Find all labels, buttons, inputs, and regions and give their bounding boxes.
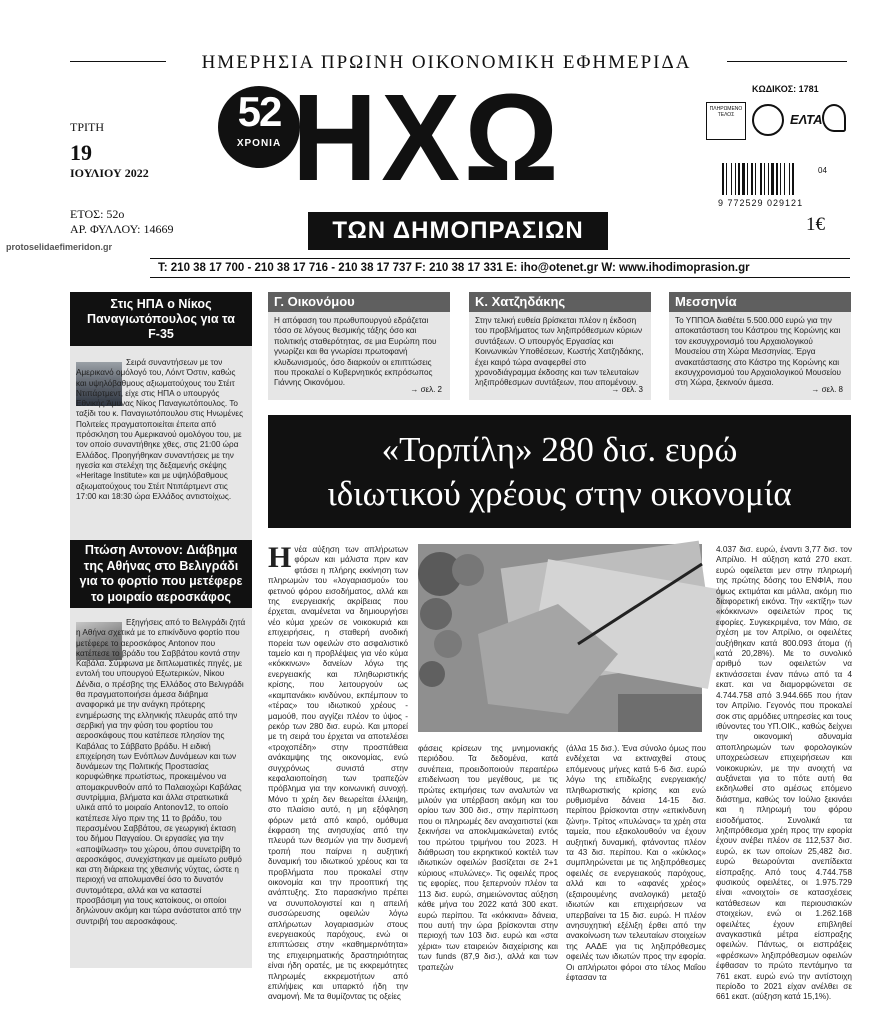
hermes-icon <box>822 104 846 132</box>
barcode-bar <box>726 163 727 195</box>
watermark: protoselidaefimeridon.gr <box>6 242 113 252</box>
postage-label: ΠΛΗΡΩΜΕΝΟ ΤΕΛΟΣ <box>709 106 743 118</box>
teaser-body: Στην τελική ευθεία βρίσκεται πλέον η έκδοση του προβλήματος των ληξιπρόθεσμων κύριων συντάξεων. Ο υπουργός Εργασίας και Κοινωνικών Υποθέσεων, Κωστής Χατζηδάκης, έχει καιρό τώρα αναφερθεί στο χρονοδιάγραμμα έκδοσης και των τελευταίων ληξιπρόθεσμων συντάξεων, που απομένουν. <box>475 316 644 388</box>
barcode-bar <box>735 163 736 195</box>
seal-icon <box>752 104 784 136</box>
newspaper-title: ΗΧΩ <box>292 68 563 208</box>
year-label: ΕΤΟΣ: 52ο <box>70 207 125 221</box>
teaser-header: Κ. Χατζηδάκης <box>469 292 651 312</box>
teaser-chatzidakis <box>469 292 651 400</box>
barcode-bar <box>776 163 778 195</box>
teaser-messinia <box>669 292 851 400</box>
elta-logo: ΕΛΤΑ <box>790 112 823 127</box>
teaser-body: Η απόφαση του πρωθυπουργού εδράζεται τόσο σε λόγους θεσμικής τάξης όσο και πολιτικής σταθερότητας, σε μια Ευρώπη που γνωρίζει και θα γνωρίσει πρωτοφανή κλυδωνισμούς, όσο διαρκούν οι επιπτώσεις που προκαλεί ο Κυβερνητικός εκπρόσωπος Γιάννης Οικονόμου. <box>274 316 437 388</box>
euro-coins-image <box>418 544 702 732</box>
postage-stamp <box>706 102 746 140</box>
logo-number: 52 <box>237 88 281 135</box>
barcode-bar <box>789 163 790 195</box>
barcode-bar <box>784 163 785 195</box>
headline-line-1: «Τορπίλη» 280 δισ. ευρώ <box>381 430 738 469</box>
date-number: 19 <box>70 140 92 165</box>
barcode-bar <box>780 163 781 195</box>
newspaper-subtitle: ΤΩΝ ΔΗΜΟΠΡΑΣΙΩΝ <box>308 212 608 250</box>
left-sidebar <box>70 292 252 968</box>
code-label: ΚΩΔΙΚΟΣ: 1781 <box>752 84 819 94</box>
lead-column-3: (άλλα 15 δισ.). Ένα σύνολο όμως που ενδέχεται να εκτιναχθεί στους επόμενους μήνες κατά 5-6 δισ. ευρώ λόγω της επιδίωξης ενεργειακής/πληθωριστικής κρίσης και ενώ ρυθμισμένα δάνεια 14-15 δισ. περίπου βρίσκονται στην «επικίνδυνη ζώνη». Τρίτος «πυλώνας» τα χρέη στα ταμεία, που εξακολουθούν να έχουν αυξητική δυναμική, φτάνοντας πλέον τα 43 δισ. περίπου. Και ο «κύκλος» συμπληρώνεται με τις ληξιπρόθεσμες οφειλές σε ενεργειακούς παρόχους, αλλά και το «αφανές χρέος» (εξαιρουμένης αναλογικά) μεταξύ ιδιωτών και επιχειρήσεων να υπερβαίνει τα 15 δισ. ευρώ. Η πλέον ανησυχητική εξέλιξη έρθει από την ανακοίνωση των τελευταίων στοιχείων της ΑΑΔΕ για τις ληξιπρόθεσμες οφειλές των ιδιωτών προς την εφορία. Οι απλήρωτοι φόροι στο τέλος Μαΐου έφτασαν τα <box>566 744 706 982</box>
teaser-header: Μεσσηνία <box>669 292 851 312</box>
day-label: ΤΡΙΤΗ <box>70 120 104 134</box>
barcode-top: 04 <box>818 166 827 175</box>
barcode-bar <box>738 163 740 195</box>
barcode-bar <box>764 163 765 195</box>
lead-column-2: φάσεις κρίσεων της μνημονιακής περιόδου. Τα δεδομένα, κατά συνέπεια, προειδοποιούν περαιτέρω επιδείνωση του μεγέθους, με τις πρώτες εκτιμήσεις των αναλυτών να μιλούν για υπέρβαση ακόμη και του ορίου των 300 δισ., στην περίπτωση που οι πληρωμές δεν αναχαιτιστεί (και ξεκινήσει να αποκλιμακώνεται) εντός του πρώτου τριμήνου του 2023. Η διάθρωση του εκρηκτικού κοκτέιλ των ιδιωτικών οφειλών βασίζεται σε 2+1 κύριους «πυλώνες». Τις οφειλές προς τις εφορίες, που ξεπερνούν πλέον τα 113 δισ. ευρώ, σημειώνοντας αύξηση κάθε μήνα του 2022 κατά 300 εκατ. ευρώ περίπου. Τα «κόκκινα» δάνεια, που αυτή την ώρα βρίσκονται στην περιοχή των 103 δισ. ευρώ και «στα χέρια» των εταιρειών διαχείρισης και των funds (87,9 δισ.), αλλά και των τραπεζών <box>418 744 558 972</box>
teaser-page-link[interactable]: → σελ. 8 <box>811 385 843 394</box>
barcode-bar <box>792 163 794 195</box>
tagline-rule-right <box>727 61 847 62</box>
barcode-bar <box>722 163 724 195</box>
lead-column-1-text: νέα αύξηση των απλήρωτων φόρων και μάλιστα πριν καν φτάσει η πλήρης εκκίνηση των πληρωμών του «λογαριασμού» του φετινού φόρου εισοδήματος, αλλά και της ενεργειακής ακρίβειας που έρχεται, αναμένεται να δημιουργήσει νέο κύμα χρεών σε νοικοκυριά και επιχειρήσεις, η σταθερή ανοδική πορεία των οφειλών στο ασφαλιστικό ταμείο και η προβλέψεις για νέο κύμα «κόκκινων» δανείων λόγω της ενεργειακής και πληθωριστικής κρίσης, που λειτουργούν ως «καμπανάκι» κινδύνου, εκπέμπουν το «τέρας» του ιδιωτικού χρέους - μαμούθ, που αγγίζει πλέον το ύψος - ρεκόρ των 280 δισ. ευρώ. Και μπορεί με τη σειρά του έρχεται να αποτελέσει «τροχοπέδη» στην προσπάθεια ανάκαμψης της οικονομίας, ενώ συγχρόνως συνιστά στην κεφαλαιοποίηση των τραπεζών πρόβλημα για την κοινωνική συνοχή. Μόνο τι χρέη δεν θεωρείται έλλειψη, στο πλαίσιο αυτό, η μη εξόφληση φόρων μετά από καιρό, ομόθυμα έκφραση της ανησυχίας από την πλευρά των θεσμών για την δυσμενή τροπή που παίρνει η αυξητική δυναμική του ιδιωτικού χρέους και τα προβλήματα που προκαλεί στην οικονομία και την προοπτική της ανάπτυξης. Στο παρασκήνιο πρέπει να συνυπολογιστεί και η απειλή συσσώρευσης οφειλών λόγω απλήρωτων λογαριασμών στους ενεργειακούς παρόχους, ενώ οι επιπτώσεις στην «καθημερινότητα» της επιχειρηματικής δραστηριότητας είναι ήδη ορατές, με τις εκκρεμότητες πληρωμές εκκρεμοτήτων από επιλήψεις και υπαρκτό ήδη την αναμονή. Με τα θυμίζοντας τις οξείες <box>268 545 408 1002</box>
teaser-page-link[interactable]: → σελ. 3 <box>611 385 643 394</box>
story1-title: Στις ΗΠΑ ο Νίκος Παναγιωτόπουλος για τα F-35 <box>70 292 252 346</box>
logo-years: ΧΡΟΝΙΑ <box>236 138 282 149</box>
contact-bar: T: 210 38 17 700 - 210 38 17 716 - 210 38 17 737 F: 210 38 17 331 E: iho@otenet.gr W: www.ihodimoprasion.gr <box>150 258 850 278</box>
drop-cap: Η <box>268 541 292 574</box>
story2-body: Εξηγήσεις από το Βελιγράδι ζητά η Αθήνα σχετικά με το επικίνδυνο φορτίο που μετέφερε το αεροσκάφος Antonov που κατέπεσε το βράδυ του Σαββάτου κοντά στην Καβάλα. Σύμφωνα με διπλωματικές πηγές, με εντολή του υπουργού Εξωτερικών, Νίκου Δένδια, ο πρέσβης της Ελλάδος στο Βελιγράδι θα πραγματοποιήσει άμεσα διάβημα αναφορικά με την ανάγκη πρότερης ενημέρωσης της ελληνικής πλευράς από την σερβική για την φύση του φορτίου του αεροσκάφους που κατέπεσε πλησίον της Καβάλας το Σάββατο βράδυ. Η ειδική επιχείρηση των Ενόπλων Δυνάμεων και των δυνάμεων της Πολιτικής Προστασίας κορυφώθηκε πρωτίστως, προκειμένου να απομακρυνθούν από το Παλαιοχώρι Καβάλας συντρίμμια, βλήματα και άλλα στρατιωτικά υλικά από το μοιραίο Antonov12, το οποίο κατέπεσε λίγο πριν της 11 το βράδυ, του περασμένου Σαββάτου, σε γεωργική έκταση του δήμου Παγγαίου. Οι εργασίες για την «αποψίλωση» του χώρου, όπου συνετρίβη το αεροσκάφος, συνεχίστηκαν με αμείωτο ρυθμό και στη διάρκεια της χθεσινής νύχτας, ώστε η περιοχή να απολυμανθεί όσο το δυνατόν συντομότερα, αλλά και να καταστεί προσβάσιμη για τους κατοίκους, οι οποίοι δηλώνουν ακόμη και τώρα ανάστατοι από την συντριβή του αεροσκάφους. <box>76 618 246 926</box>
headline-line-2: ιδιωτικού χρέους στην οικονομία <box>327 474 792 513</box>
story2-title: Πτώση Αντονοv: Διάβημα της Αθήνας στο Βελιγράδι για το φορτίο που μετέφερε το μοιραίο αεροσκάφος <box>70 540 252 608</box>
barcode <box>722 163 814 195</box>
lead-column-1 <box>268 541 408 1002</box>
barcode-bar <box>760 163 762 195</box>
teaser-body: Το ΥΠΠΟΑ διαθέτει 5.500.000 ευρώ για την αποκατάσταση του Κάστρου της Κορώνης και τον εκσυγχρονισμό του Αρχαιολογικού Μουσείου στη Χώρα Μεσσηνίας. Έργα ανακατάστασης στο Κάστρο της Κορώνης και εκσυγχρονισμού του Αρχαιολογικού Μουσείου στη Χώρα, ξεκινούν άμεσα. <box>675 316 842 388</box>
date-month: ΙΟΥΛΙΟΥ 2022 <box>70 166 149 180</box>
teaser-page-link[interactable]: → σελ. 2 <box>410 385 442 394</box>
tagline: ΗΜΕΡΗΣΙΑ ΠΡΩΙΝΗ ΟΙΚΟΝΟΜΙΚΗ ΕΦΗΜΕΡΙΔΑ <box>201 52 692 73</box>
price: 1€ <box>806 214 825 235</box>
euro-coins-photo <box>418 544 702 732</box>
teaser-header: Γ. Οικονόμου <box>268 292 450 312</box>
issue-label: ΑΡ. ΦΥΛΛΟΥ: 14669 <box>70 222 174 236</box>
barcode-bar <box>751 163 753 195</box>
barcode-bar <box>771 163 774 195</box>
lead-headline <box>268 415 851 528</box>
lead-column-4: 4.037 δισ. ευρώ, έναντι 3,77 δισ. τον Απρίλιο. Η αύξηση κατά 270 εκατ. ευρώ οφείλεται μεν στην πληρωμή της πρώτης δόσης του ΕΝΦΙΑ, που όμως εκτιμάται και μάλλα, ακόμη πιο διαφορετική εικόνα. Την «εκτίξη» των «κόκκινων» οφειλετών προς τις εφορίες. Συγκεκριμένα, τον Μάιο, σε σχέση με τον Απρίλιο, οι οφειλέτες αυξήθηκαν κατά 800.093 άτομα (ή κατά 20,28%). Με το συνολικό αριθμό των οφειλετών να εκτινάσσεται έναν πάνω από τα 4 εκατ. και να διαμορφώνεται σε 4.744.758 από 3.944.665 που ήταν τον Απρίλιο. Γεγονός που προκαλεί σοκ στις αρμόδιες υπηρεσίες και τους ιθύνοντες του ΥΠ.ΟΙΚ., καθώς δείχνει την οικονομική αδυναμία αποπληρωμών των φορολογικών υποχρεώσεων επιχειρήσεων και νοικοκυριών, με την ανοιχτή να αυξάνεται για το πότε αυτή θα εκδηλωθεί στο αμέσως επόμενο διάστημα, καθώς τον Ιούλιο ξεκινάει και η πληρωμή του φόρου εισοδήματος. Συνολικά τα ληξιπρόθεσμα χρέη προς την εφορία έχουν ανέβει πλέον σε 112,537 δισ. ευρώ, εκ των οποίων 25,482 δισ. ευρώ θεωρούνται ανεπίδεκτα είσπραξης. Από τους 4.744.758 φυσικούς οφειλέτες, οι 1.975.729 είναι «ανοιχτοί» σε κατασχέσεις κατάθεσεων και περιουσιακών στοιχείων, ενώ οι 1.262.168 οφειλέτες έχουν επιβληθεί αναγκαστικά μέτρα είσπραξης οφειλών. Πάντως, οι εισπράξεις «φρέσκων» ληξιπρόθεσμων οφειλών έφθασαν το πρώτο πεντάμηνο τα 761 εκατ. ευρώ ενώ την αντίστοιχη περίοδο το 2021 είχαν ανέλθει σε 661 εκατ. (αύξηση κατά 15,1%). <box>716 545 852 1002</box>
teaser-oikonomou <box>268 292 450 400</box>
barcode-bar <box>731 163 732 195</box>
story1-body: Σειρά συναντήσεων με τον Αμερικανό ομόλογό του, Λόιντ Όστιν, καθώς και υψηλόβαθμους αξιωματούχους του Στέιτ Ντιπάρτμεντ, είχε στις ΗΠΑ ο υπουργός Εθνικής Άμυνας Νίκος Παναγιωτόπουλος. Το ταξίδι του κ. Παναγιωτόπουλου στις Ηνωμένες Πολιτείες πραγματοποιείται έπειτα από πρόσκληση του Αμερικανού ομολόγου του, με τον οποίο συναντήθηκε χθες, στις 21:00 ώρα Ελλάδος. Προηγήθηκαν συναντήσεις με την ηγεσία και στελέχη της δεξαμενής σκέψης «Heritage Institute» και με υψηλόβαθμους αξιωματούχους του Στέιτ Ντιπάρτμεντ στις 17:00 και 18:30 ώρα Ελλάδος αντιστοίχως. <box>76 358 244 501</box>
barcode-bar <box>755 163 756 195</box>
anniversary-logo <box>218 86 300 168</box>
barcode-bar <box>747 163 748 195</box>
barcode-bar <box>742 163 745 195</box>
barcode-digits: 9 772529 029121 <box>718 198 804 208</box>
barcode-bar <box>768 163 769 195</box>
